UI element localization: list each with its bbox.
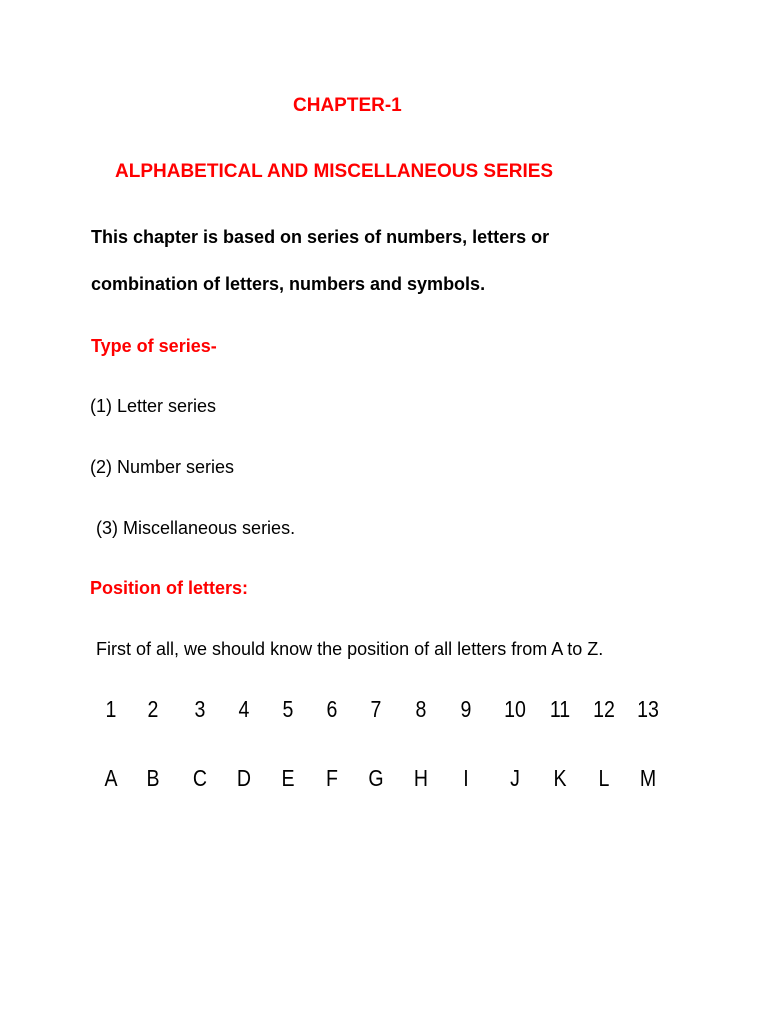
- position-letter: A: [104, 765, 118, 791]
- position-number: 3: [194, 696, 206, 722]
- position-number: 11: [549, 696, 571, 722]
- position-letter: D: [236, 765, 252, 791]
- position-number: 4: [238, 696, 250, 722]
- intro-paragraph-line: This chapter is based on series of numbers, letters or: [91, 227, 550, 247]
- position-number: 7: [370, 696, 382, 722]
- position-number: 12: [593, 696, 615, 722]
- position-numbers-row: [0, 696, 768, 726]
- position-number: 10: [504, 696, 526, 722]
- section-title: ALPHABETICAL AND MISCELLANEOUS SERIES: [115, 161, 554, 182]
- position-number: 2: [147, 696, 159, 722]
- series-type-item: (3) Miscellaneous series.: [96, 518, 296, 538]
- position-number: 5: [282, 696, 294, 722]
- position-letter: E: [281, 765, 295, 791]
- position-letter: F: [326, 765, 338, 791]
- position-letter: M: [639, 765, 657, 791]
- types-heading: Type of series-: [91, 336, 217, 356]
- position-intro-text: First of all, we should know the position of all letters from A to Z.: [96, 639, 604, 659]
- position-number: 13: [637, 696, 659, 722]
- position-heading: Position of letters:: [90, 578, 249, 598]
- position-number: 8: [415, 696, 427, 722]
- series-type-item: (2) Number series: [90, 457, 235, 477]
- position-letter: C: [192, 765, 208, 791]
- chapter-title: CHAPTER-1: [293, 95, 402, 116]
- position-number: 6: [326, 696, 338, 722]
- series-type-item: (1) Letter series: [90, 396, 217, 416]
- position-letter: G: [368, 765, 384, 791]
- position-letter: K: [553, 765, 567, 791]
- position-number: 9: [460, 696, 472, 722]
- intro-paragraph-line: combination of letters, numbers and symbols.: [91, 274, 486, 294]
- position-number: 1: [105, 696, 117, 722]
- position-letter: J: [510, 765, 520, 791]
- position-letters-row: [0, 765, 768, 795]
- position-letter: H: [413, 765, 429, 791]
- position-letter: L: [598, 765, 610, 791]
- position-letter: B: [146, 765, 160, 791]
- position-letter: I: [463, 765, 469, 791]
